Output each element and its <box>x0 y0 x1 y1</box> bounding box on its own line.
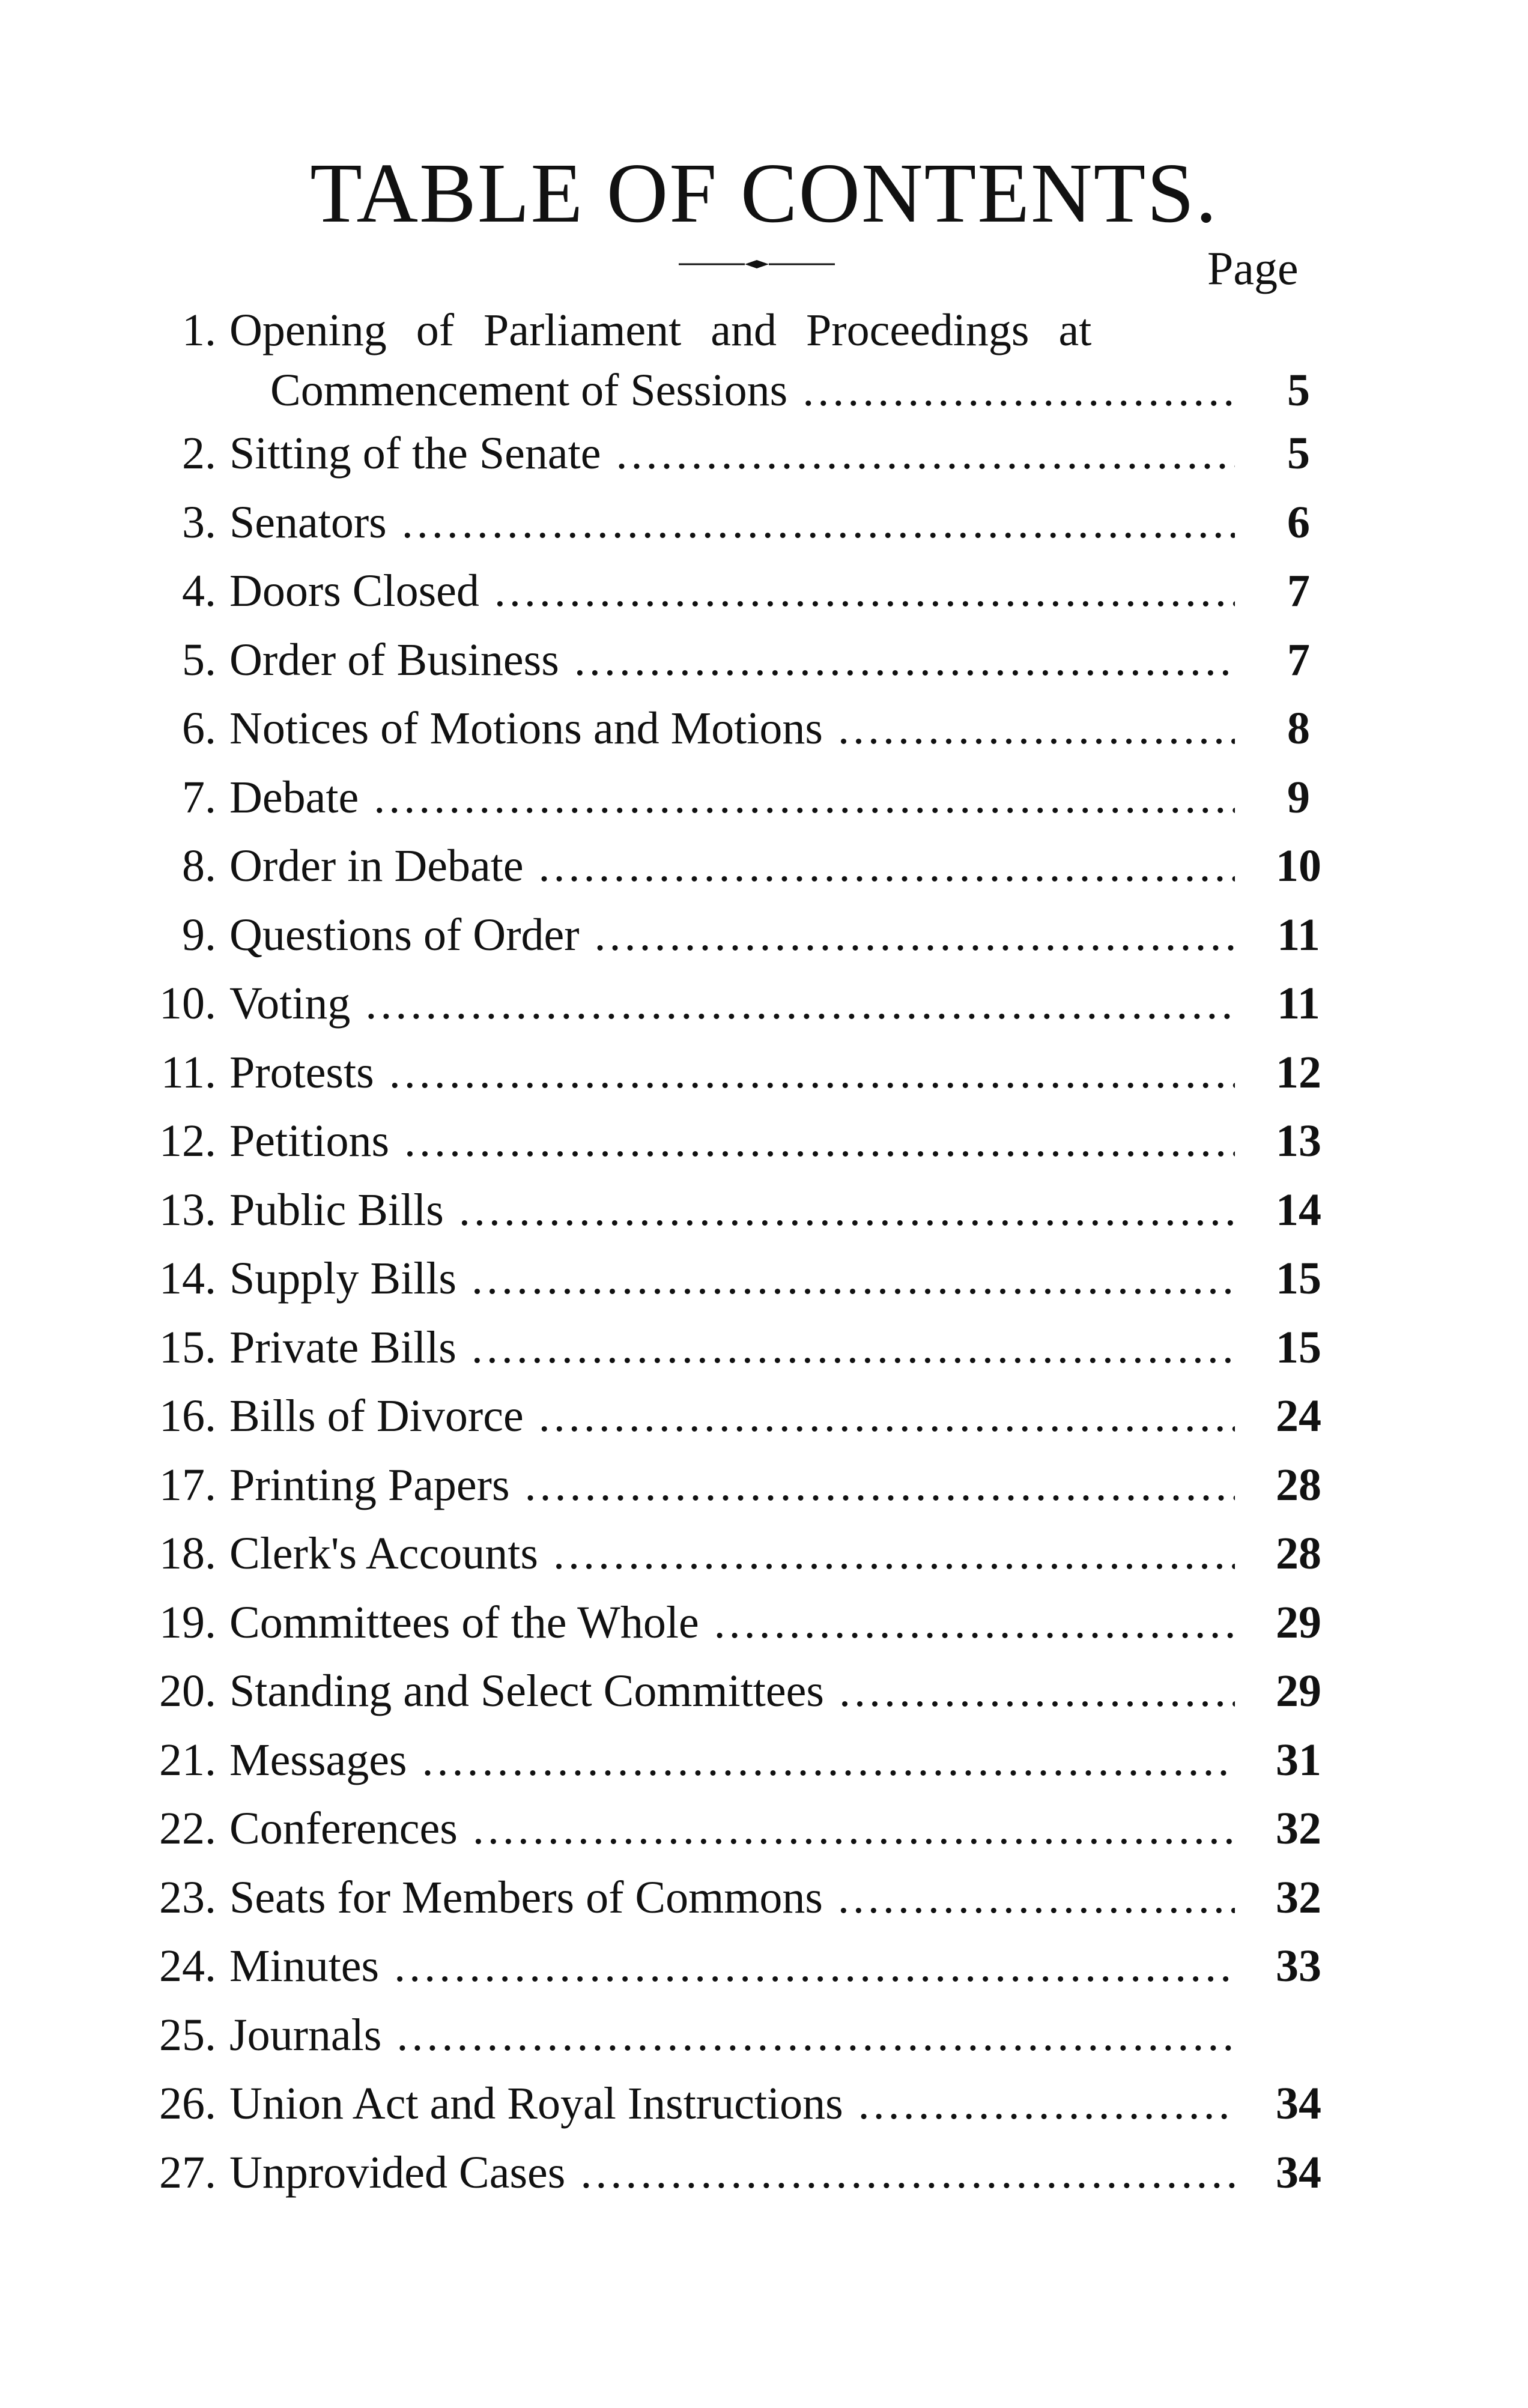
entry-label: Protests ..... <box>229 1042 1235 1103</box>
entry-label: Debate ..... <box>229 767 1235 827</box>
entry-number: 7. <box>182 772 216 823</box>
entry-label: Committees of the Whole ..... <box>229 1593 1235 1653</box>
entry-number: 1. <box>182 305 216 355</box>
entry-number: 11. <box>160 1047 216 1098</box>
entry-number: 17. <box>159 1459 216 1510</box>
entry-page-number: 11 <box>1277 909 1320 960</box>
page-title: TABLE OF CONTENTS. <box>310 145 1218 240</box>
entry-label-line2: Commencement of Sessions ..... <box>270 360 1235 420</box>
entry-number: 20. <box>159 1666 216 1716</box>
toc-entry <box>0 2143 1528 2203</box>
entry-page-number: 15 <box>1276 1322 1321 1373</box>
toc-entry <box>0 973 1528 1033</box>
entry-number: 6. <box>182 703 216 754</box>
entry-number: 13. <box>159 1184 216 1235</box>
entry-label: Senators ..... <box>229 492 1235 552</box>
toc-entry <box>0 1523 1528 1584</box>
toc-entry <box>0 767 1528 827</box>
entry-number: 25. <box>159 2009 216 2060</box>
entry-page-number: 24 <box>1276 1391 1321 1441</box>
entry-number: 18. <box>159 1528 216 1579</box>
entry-label: Standing and Select Committees ..... <box>229 1661 1235 1721</box>
entry-number: 15. <box>159 1322 216 1373</box>
toc-entry <box>0 1798 1528 1859</box>
entry-number: 5. <box>182 634 216 685</box>
toc-entry <box>0 300 1528 420</box>
entry-page-number: 31 <box>1276 1734 1321 1785</box>
toc-entry <box>0 1593 1528 1653</box>
entry-label: Clerk's Accounts ..... <box>229 1523 1235 1584</box>
entry-page-number: 13 <box>1276 1116 1321 1166</box>
entry-label: Questions of Order ..... <box>229 905 1235 965</box>
toc-entry <box>0 1386 1528 1446</box>
toc-entry <box>0 1111 1528 1171</box>
toc-entry <box>0 561 1528 621</box>
entry-page-number: 28 <box>1276 1528 1321 1579</box>
entry-number: 12. <box>159 1116 216 1166</box>
entry-page-number: 8 <box>1287 703 1310 754</box>
entry-label: Union Act and Royal Instructions ..... <box>229 2074 1235 2134</box>
entry-label: Printing Papers ..... <box>229 1455 1235 1515</box>
entry-number: 16. <box>159 1391 216 1441</box>
toc-entry <box>0 1730 1528 1790</box>
entry-number: 27. <box>159 2147 216 2198</box>
entry-number: 9. <box>182 909 216 960</box>
toc-entry <box>0 698 1528 758</box>
entry-label: Conferences ..... <box>229 1798 1235 1859</box>
entry-number: 10. <box>159 978 216 1029</box>
toc-entry <box>0 1455 1528 1515</box>
entry-label: Messages ..... <box>229 1730 1235 1790</box>
entry-label: Supply Bills ..... <box>229 1248 1235 1308</box>
entry-page-number: 32 <box>1276 1872 1321 1923</box>
entry-label: Bills of Divorce ..... <box>229 1386 1235 1446</box>
toc-entry <box>0 2074 1528 2134</box>
entry-number: 26. <box>159 2078 216 2129</box>
entry-page-number: 6 <box>1287 497 1310 548</box>
toc-entry <box>0 492 1528 552</box>
entry-label: Voting ..... <box>229 973 1235 1033</box>
entry-page-number: 32 <box>1276 1803 1321 1854</box>
entry-label: Journals ..... <box>229 2005 1235 2065</box>
entry-page-number: 33 <box>1276 1941 1321 1991</box>
entry-number: 23. <box>159 1872 216 1923</box>
entry-number: 4. <box>182 566 216 616</box>
entry-number: 24. <box>159 1941 216 1991</box>
entry-page-number: 14 <box>1276 1184 1321 1235</box>
entry-label: Petitions ..... <box>229 1111 1235 1171</box>
entry-label: Private Bills ..... <box>229 1317 1235 1378</box>
entry-label: Seats for Members of Commons ..... <box>229 1868 1235 1928</box>
entry-page-number: 12 <box>1276 1047 1321 1098</box>
entry-page-number: 7 <box>1287 566 1310 616</box>
toc-entry <box>0 630 1528 690</box>
entry-page-number: 15 <box>1276 1253 1321 1304</box>
entry-label: Minutes ..... <box>229 1936 1235 1996</box>
entry-page-number: 34 <box>1276 2147 1321 2198</box>
entry-label-line1: Opening of Parliament and Proceedings at <box>229 305 1092 355</box>
entry-label: Order in Debate ..... <box>229 836 1235 896</box>
entry-number: 14. <box>159 1253 216 1304</box>
entry-number: 22. <box>159 1803 216 1854</box>
toc-entry <box>0 905 1528 965</box>
entry-page-number: 5 <box>1287 365 1310 416</box>
entry-number: 3. <box>182 497 216 548</box>
entry-label: Notices of Motions and Motions ..... <box>229 698 1235 758</box>
entry-page-number: 29 <box>1276 1666 1321 1716</box>
entry-number: 19. <box>159 1597 216 1648</box>
page-column-heading: Page <box>1207 242 1299 294</box>
toc-entry <box>0 1180 1528 1240</box>
toc-entry <box>0 836 1528 896</box>
toc-entry <box>0 1248 1528 1308</box>
toc-entry <box>0 1661 1528 1721</box>
entry-page-number: 29 <box>1276 1597 1321 1648</box>
entry-label: Doors Closed ..... <box>229 561 1235 621</box>
entry-number: 2. <box>182 428 216 479</box>
toc-entry <box>0 1868 1528 1928</box>
entry-page-number: 11 <box>1277 978 1320 1029</box>
entry-label: Order of Business ..... <box>229 630 1235 690</box>
toc-entry <box>0 2005 1528 2065</box>
toc-entry <box>0 1317 1528 1378</box>
entry-number: 21. <box>159 1734 216 1785</box>
entry-label: Sitting of the Senate ..... <box>229 423 1235 483</box>
toc-entry <box>0 1042 1528 1103</box>
entry-page-number: 10 <box>1276 841 1321 891</box>
entry-page-number: 28 <box>1276 1459 1321 1510</box>
entry-page-number: 5 <box>1287 428 1310 479</box>
entry-label: Public Bills ..... <box>229 1180 1235 1240</box>
entry-label: Unprovided Cases ..... <box>229 2143 1235 2203</box>
entry-page-number: 9 <box>1287 772 1310 823</box>
toc-entry <box>0 423 1528 483</box>
entry-number: 8. <box>182 841 216 891</box>
toc-entry <box>0 1936 1528 1996</box>
entry-page-number: 7 <box>1287 634 1310 685</box>
entry-page-number: 34 <box>1276 2078 1321 2129</box>
